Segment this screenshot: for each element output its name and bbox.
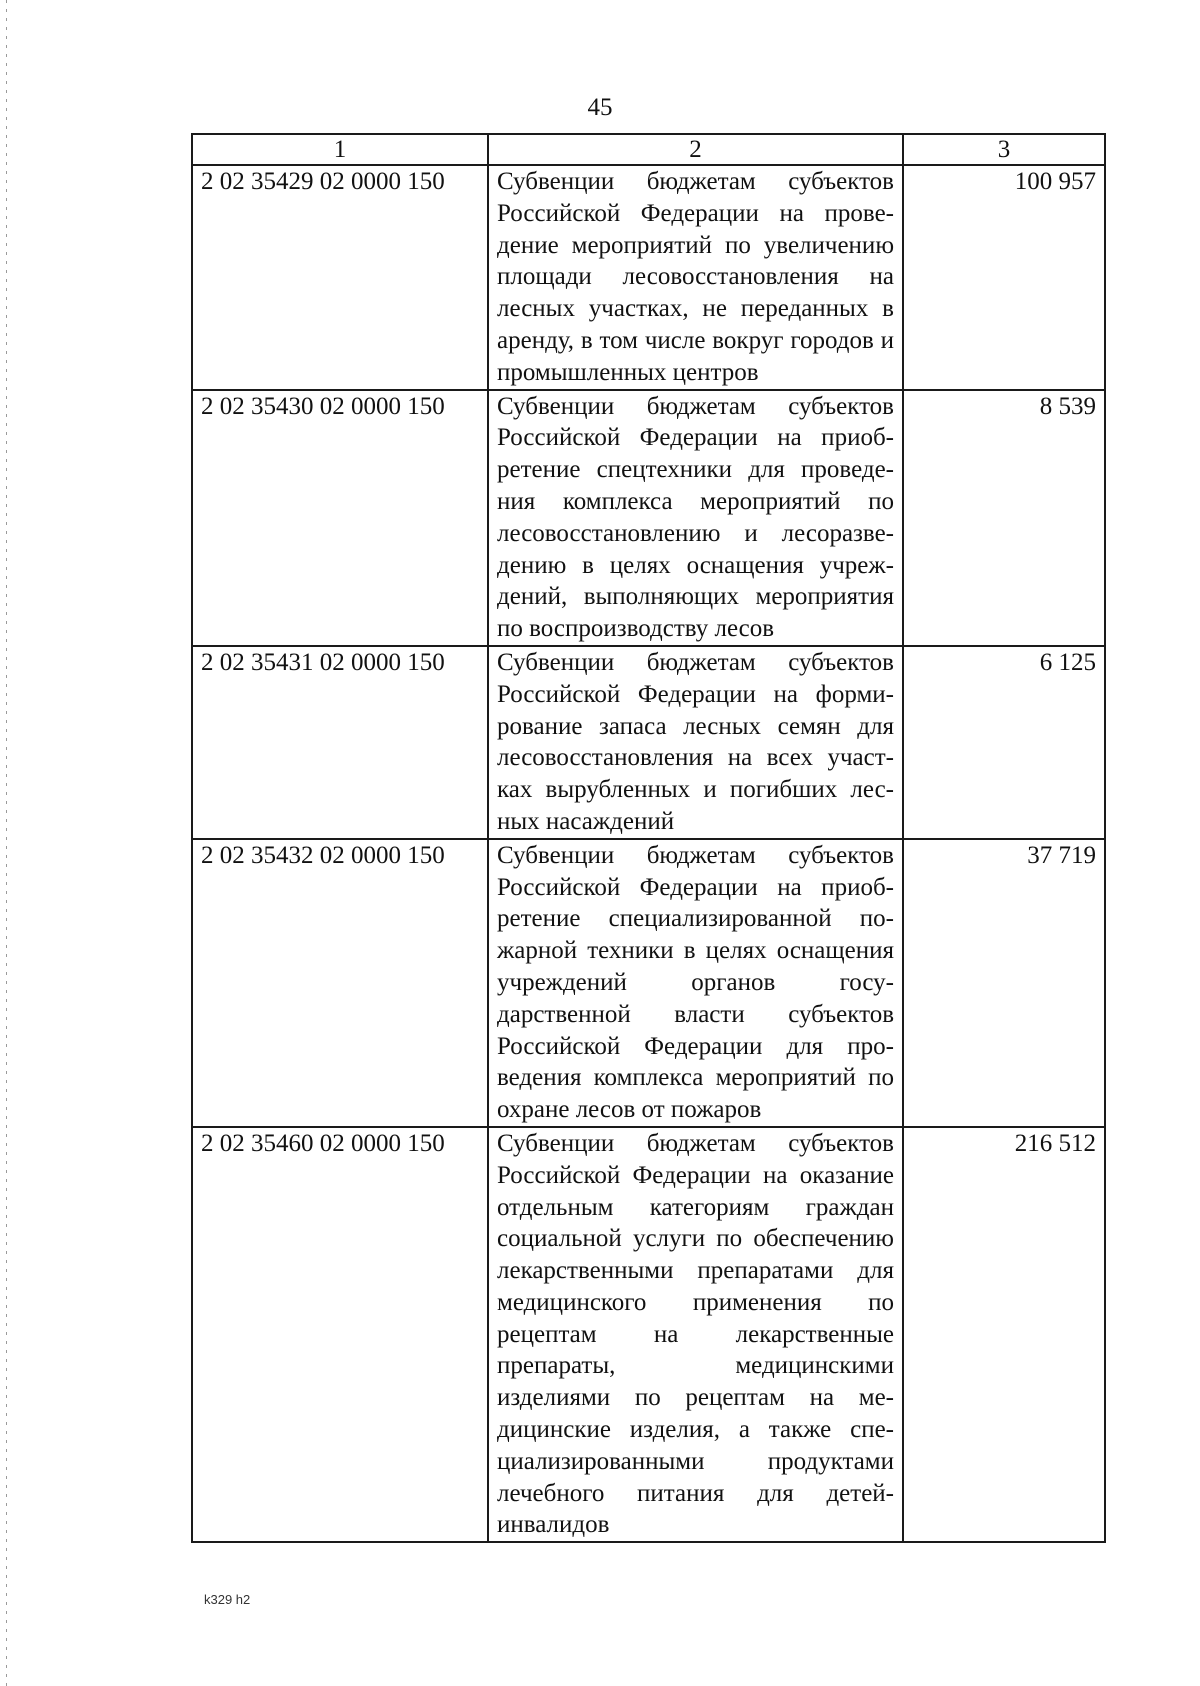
budget-code-cell: 2 02 35429 02 0000 150 [192, 165, 488, 390]
description-cell: Субвенции бюджетам субъектов Российской Федерации на приобретение специализированной пожарной техники в целях оснащения учреждений органов государственной власти субъектов Российской Федерации для проведения комплекса мероприятий по охране лесов от пожаров [488, 839, 903, 1127]
budget-code-cell: 2 02 35432 02 0000 150 [192, 839, 488, 1127]
table-header-row [192, 134, 1105, 165]
amount-cell: 6 125 [903, 646, 1105, 839]
budget-code-cell: 2 02 35431 02 0000 150 [192, 646, 488, 839]
amount-cell: 100 957 [903, 165, 1105, 390]
column-header-code: 1 [192, 134, 488, 165]
scan-edge-mark [6, 0, 7, 1686]
table-row [192, 165, 1105, 390]
description-cell: Субвенции бюджетам субъектов Российской Федерации на приобретение спецтехники для проведения комплекса мероприятий по лесовосстановлению и лесоразведению в целях оснащения учреждений, выполняющих мероприятия по воспроизводству лесов [488, 390, 903, 646]
budget-code-cell: 2 02 35460 02 0000 150 [192, 1127, 488, 1542]
page-number: 45 [587, 94, 613, 121]
column-header-amount: 3 [903, 134, 1105, 165]
column-header-description: 2 [488, 134, 903, 165]
budget-code-cell: 2 02 35430 02 0000 150 [192, 390, 488, 646]
description-cell: Субвенции бюджетам субъектов Российской Федерации на проведение мероприятий по увеличению площади лесовосстановления на лесных участках, не переданных в аренду, в том числе вокруг городов и промышленных центров [488, 165, 903, 390]
table-row [192, 839, 1105, 1127]
subventions-table [191, 133, 1106, 1543]
table-row [192, 390, 1105, 646]
table-row [192, 1127, 1105, 1542]
document-footer-code: k329 h2 [204, 1592, 251, 1607]
amount-cell: 8 539 [903, 390, 1105, 646]
table-row [192, 646, 1105, 839]
amount-cell: 216 512 [903, 1127, 1105, 1542]
amount-cell: 37 719 [903, 839, 1105, 1127]
description-cell: Субвенции бюджетам субъектов Российской Федерации на оказание отдельным категориям граждан социальной услуги по обеспечению лекарственными препаратами для медицинского применения по рецептам на лекарственные препараты, медицинскими изделиями по рецептам на медицинские изделия, а также специализированными продуктами лечебного питания для детей-инвалидов [488, 1127, 903, 1542]
description-cell: Субвенции бюджетам субъектов Российской Федерации на формирование запаса лесных семян для лесовосстановления на всех участках вырубленных и погибших лесных насаждений [488, 646, 903, 839]
